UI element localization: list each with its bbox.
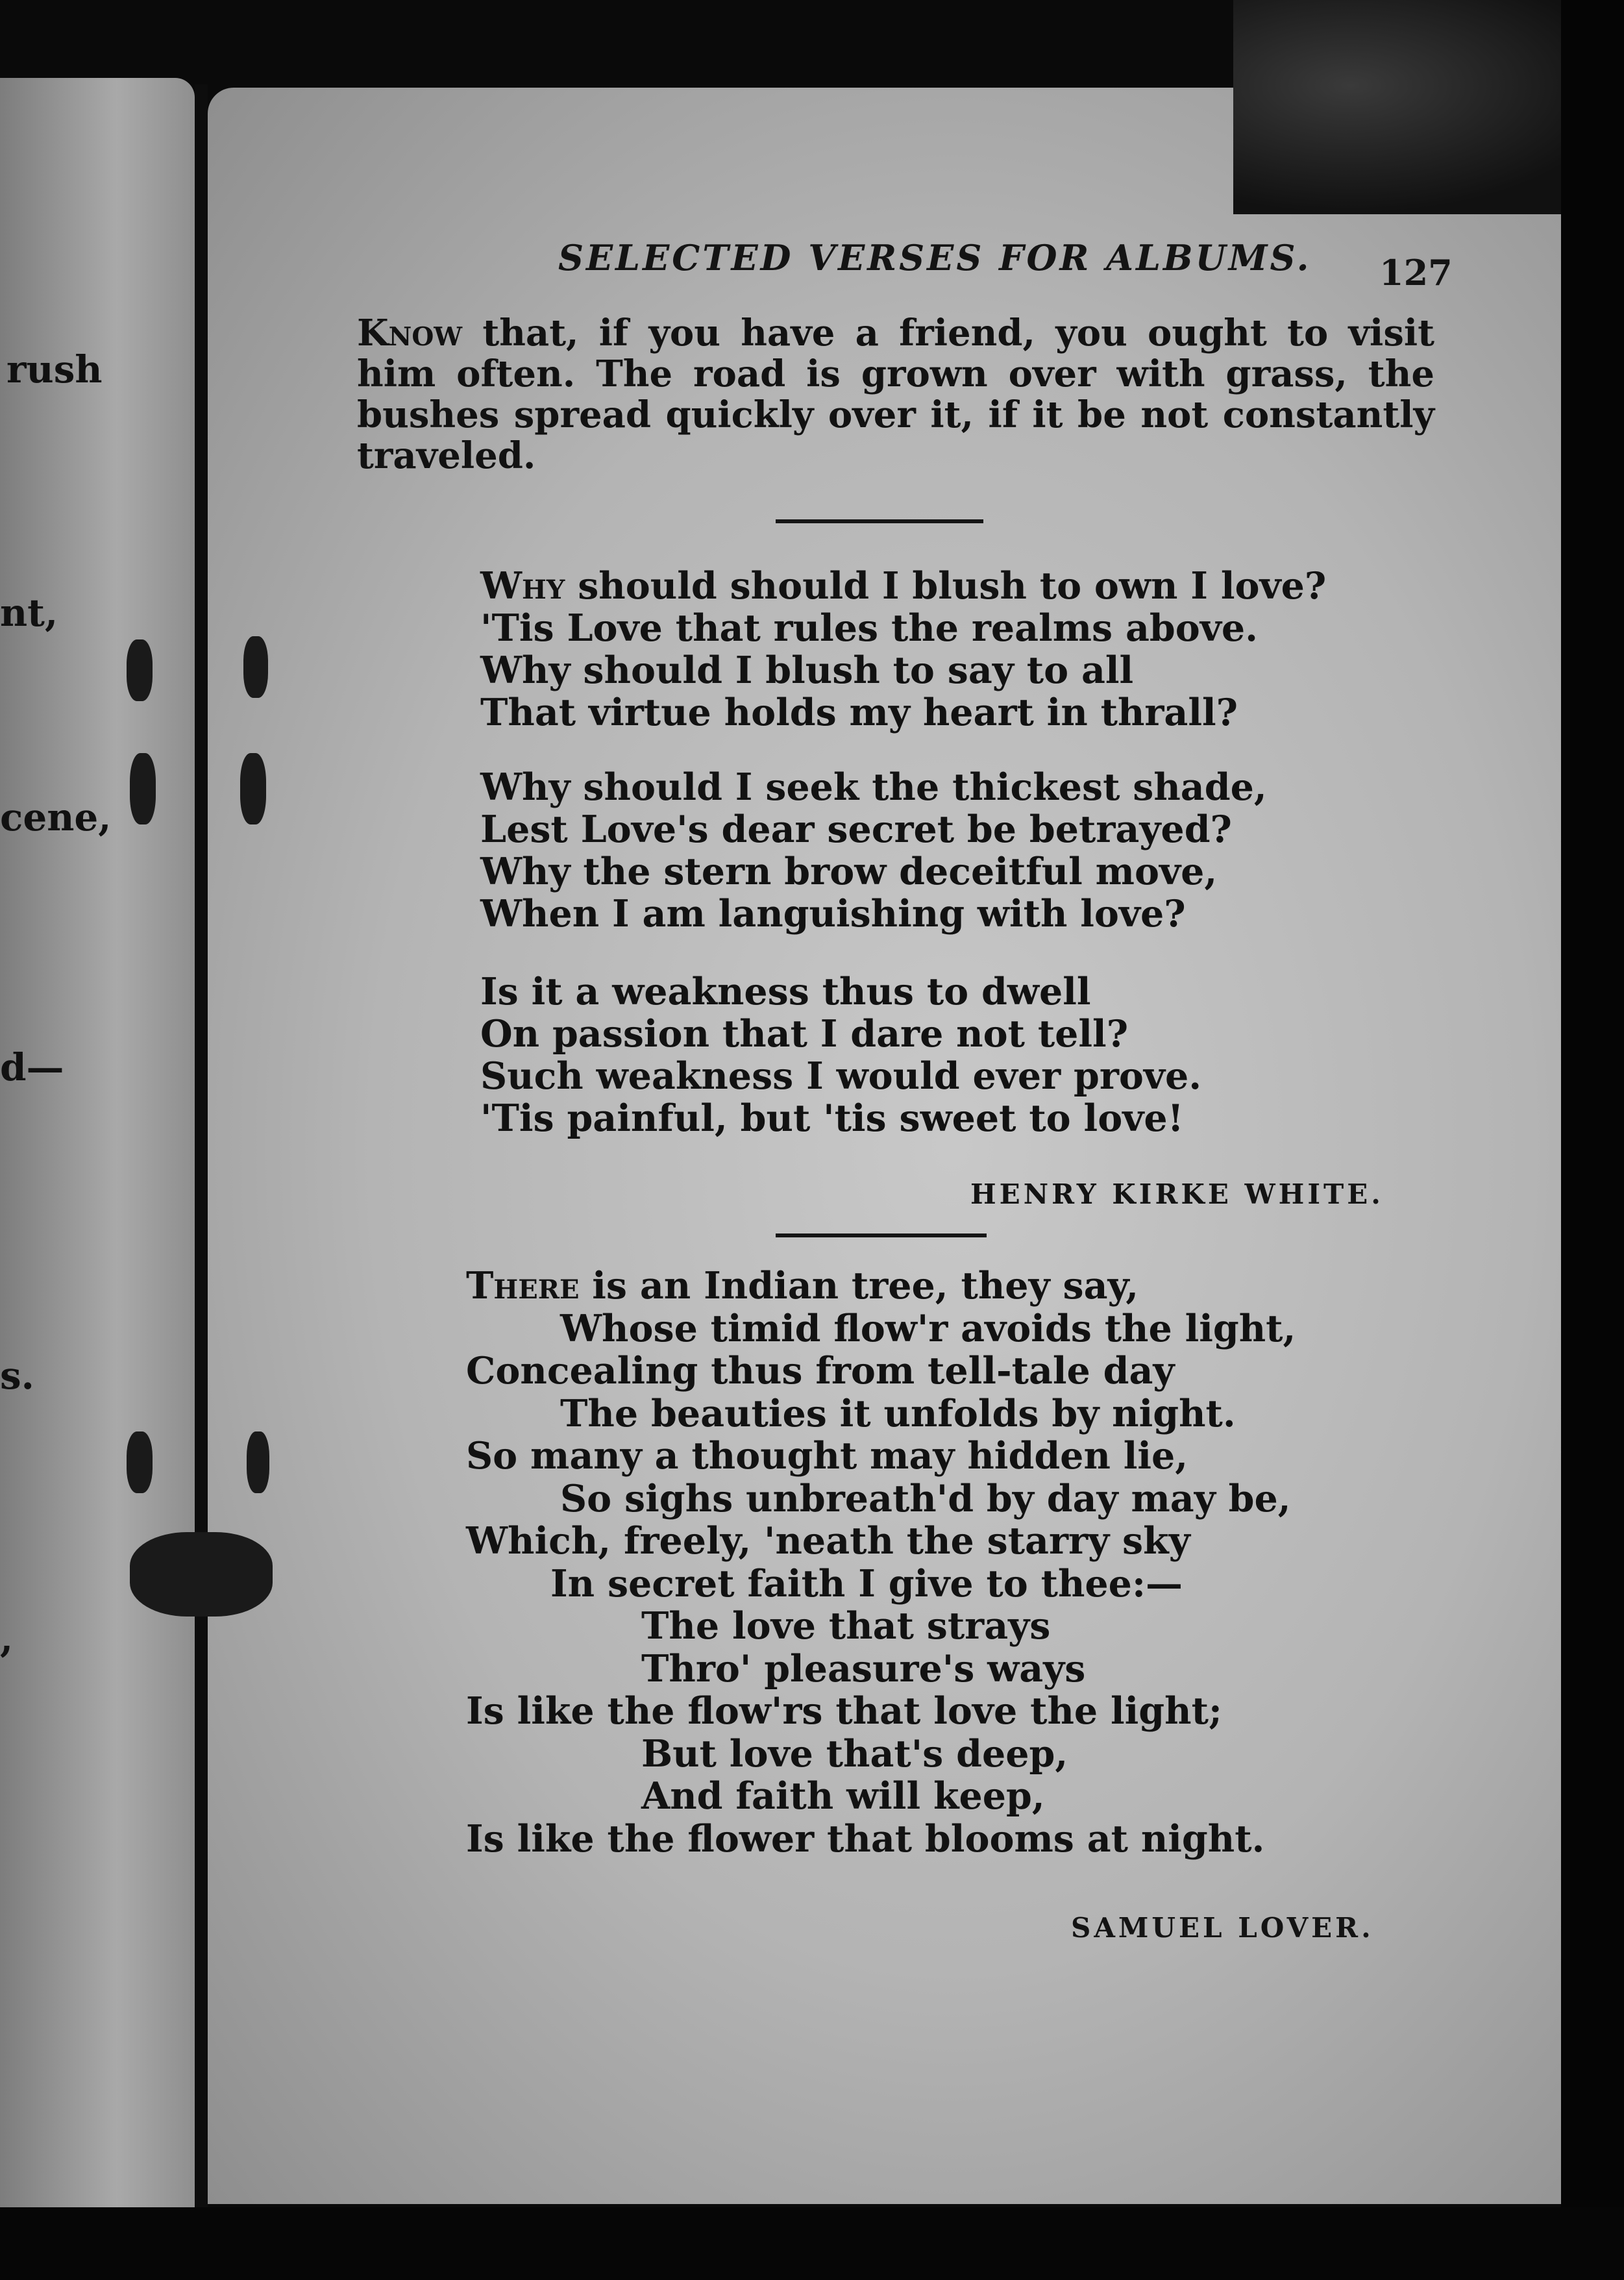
binding-stain <box>127 639 153 701</box>
left-page <box>0 78 195 2214</box>
verse-line: Why the stern brow deceitful move, <box>480 850 1218 893</box>
left-fragment: s. <box>0 1354 34 1398</box>
poem1-stanza-1 <box>480 565 1326 734</box>
poem2-author: SAMUEL LOVER. <box>1071 1912 1374 1944</box>
left-fragment: rush <box>6 347 103 391</box>
verse-line: Why should I seek the thickest shade, <box>480 765 1267 809</box>
verse-line: Is it a weakness thus to dwell <box>480 970 1091 1013</box>
binding-stain <box>130 1532 273 1617</box>
binding-stain <box>130 753 156 824</box>
binding-stain <box>243 636 268 698</box>
verse-line: 'Tis painful, but 'tis sweet to love! <box>480 1097 1184 1140</box>
page-number: 127 <box>1379 252 1453 293</box>
verse-line: On passion that I dare not tell? <box>480 1012 1129 1056</box>
lead-word: Why <box>480 564 565 608</box>
section-divider <box>776 519 983 523</box>
left-fragment: cene, <box>0 795 112 839</box>
verse-line: Why should I blush to say to all <box>480 649 1134 692</box>
verse-line: When I am languishing with love? <box>480 892 1186 936</box>
verse-line <box>466 1265 1296 1307</box>
verse-line: Concealing thus from tell-tale day <box>466 1349 1175 1393</box>
book-gutter <box>195 84 208 2214</box>
verse-line: But love that's deep, <box>641 1731 1068 1776</box>
running-header: SELECTED VERSES FOR ALBUMS. <box>558 237 1312 279</box>
poem1-stanza-2 <box>480 766 1267 935</box>
poem1-author: HENRY KIRKE WHITE. <box>970 1178 1384 1210</box>
verse-line: Whose timid flow'r avoids the light, <box>560 1306 1296 1350</box>
verse-line: Thro' pleasure's ways <box>641 1646 1086 1691</box>
binding-stain <box>127 1431 153 1493</box>
verse-line: Lest Love's dear secret be betrayed? <box>480 808 1232 851</box>
verse-line: Is like the flower that blooms at night. <box>466 1816 1265 1861</box>
verse-line: Which, freely, 'neath the starry sky <box>466 1519 1190 1563</box>
left-fragment: nt, <box>0 591 58 635</box>
left-fragment: d— <box>0 1045 64 1089</box>
poem1-stanza-3 <box>480 971 1201 1139</box>
binding-stain <box>247 1431 269 1493</box>
verse-line: That virtue holds my heart in thrall? <box>480 691 1238 734</box>
verse-line <box>480 565 1326 607</box>
prose-paragraph <box>357 313 1434 477</box>
verse-line: Is like the flow'rs that love the light; <box>466 1689 1222 1733</box>
verse-text: is an Indian tree, they say, <box>579 1264 1139 1307</box>
prose-text: that, if you have a friend, you ought to visit him often. The road is grown over with grass, the bushes spread quickly over it, if it be not constantly traveled. <box>357 312 1434 477</box>
poem2 <box>466 1265 1296 1860</box>
verse-line: The beauties it unfolds by night. <box>560 1391 1236 1435</box>
binding-stain <box>240 753 266 824</box>
verse-line: So many a thought may hidden lie, <box>466 1434 1188 1478</box>
scan-edge-right <box>1561 0 1624 2280</box>
scan-edge-bottom <box>0 2207 1624 2280</box>
verse-line: 'Tis Love that rules the realms above. <box>480 606 1259 650</box>
verse-line: The love that strays <box>641 1604 1051 1648</box>
verse-line: So sighs unbreath'd by day may be, <box>560 1476 1291 1520</box>
lead-word: There <box>466 1264 580 1307</box>
section-divider <box>776 1233 987 1237</box>
left-fragment: , <box>0 1617 14 1661</box>
verse-line: Such weakness I would ever prove. <box>480 1054 1202 1098</box>
lead-word: Know <box>357 312 463 354</box>
verse-text: should should I blush to own I love? <box>565 564 1327 608</box>
verse-line: And faith will keep, <box>641 1774 1045 1818</box>
verse-line: In secret faith I give to thee:— <box>550 1561 1183 1605</box>
